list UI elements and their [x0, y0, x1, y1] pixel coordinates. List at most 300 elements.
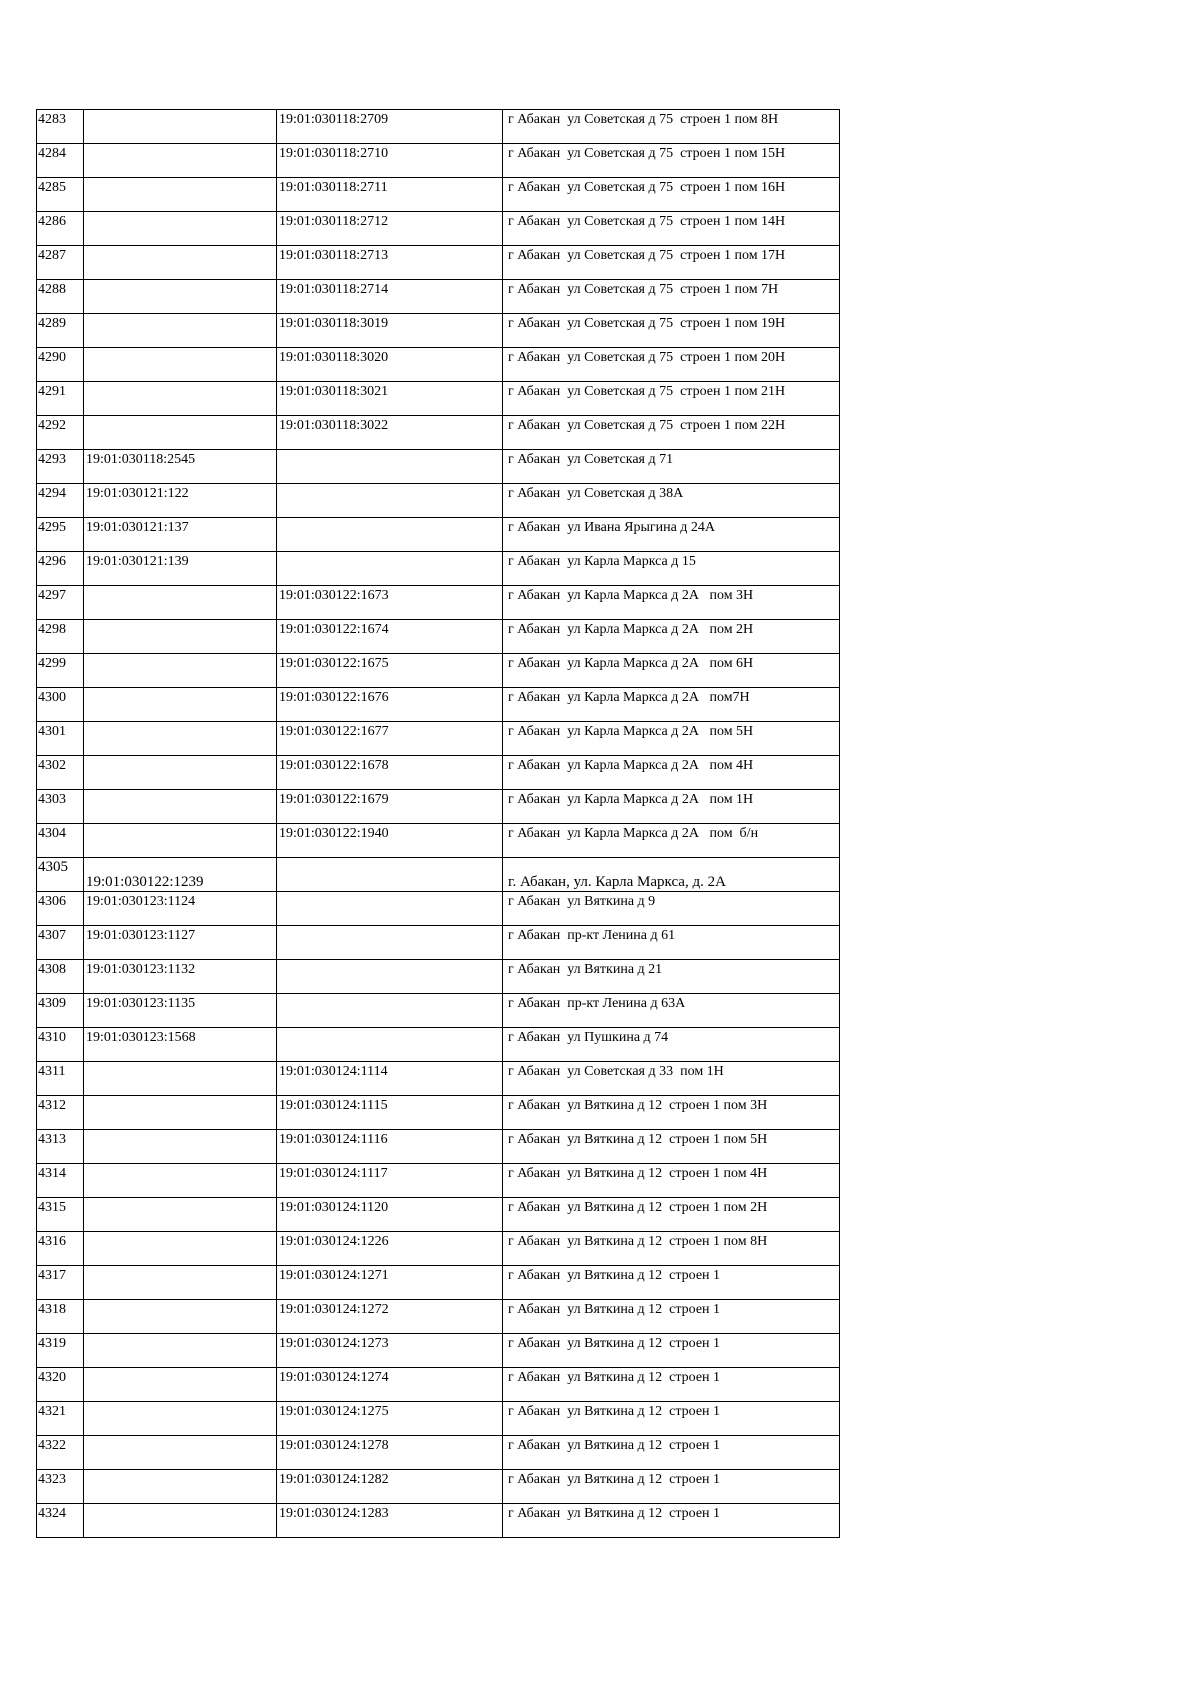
- address-cell: [503, 892, 840, 926]
- address-cell: [503, 1096, 840, 1130]
- row-number-text: 4290: [38, 350, 66, 365]
- address-text: г Абакан ул Карла Маркса д 2А пом 2Н: [508, 622, 754, 637]
- address-text: г Абакан ул Карла Маркса д 2А пом 6Н: [508, 656, 754, 671]
- cadastral-number-premises-text: 19:01:030118:2713: [279, 248, 389, 263]
- cadastral-number-premises-cell: [277, 722, 503, 756]
- address-cell: [503, 110, 840, 144]
- address-cell: [503, 246, 840, 280]
- address-text: г Абакан ул Ивана Ярыгина д 24А: [508, 520, 716, 535]
- cadastral-number-premises-cell: [277, 1164, 503, 1198]
- table-row: [37, 1368, 840, 1402]
- cadastral-number-land-text: 19:01:030123:1124: [86, 894, 196, 909]
- cadastral-number-premises-text: 19:01:030122:1679: [279, 792, 389, 807]
- cadastral-number-land-cell: [84, 552, 277, 586]
- address-text: г Абакан ул Карла Маркса д 2А пом 4Н: [508, 758, 754, 773]
- cadastral-number-premises-cell: [277, 1368, 503, 1402]
- cadastral-number-premises-cell: [277, 110, 503, 144]
- table-row: [37, 722, 840, 756]
- row-number-text: 4289: [38, 316, 66, 331]
- cadastral-number-premises-cell: [277, 144, 503, 178]
- address-text: г Абакан ул Советская д 33 пом 1Н: [508, 1064, 724, 1079]
- row-number-cell: [37, 654, 84, 688]
- cadastral-number-land-cell: [84, 1334, 277, 1368]
- table-row: [37, 892, 840, 926]
- address-text: г Абакан ул Вяткина д 12 строен 1: [508, 1302, 721, 1317]
- row-number-cell: [37, 926, 84, 960]
- cadastral-number-land-cell: [84, 518, 277, 552]
- cadastral-number-land-cell: [84, 1266, 277, 1300]
- row-number-text: 4286: [38, 214, 66, 229]
- cadastral-number-premises-cell: [277, 790, 503, 824]
- cadastral-number-premises-text: 19:01:030118:2711: [279, 180, 388, 195]
- address-text: г Абакан ул Карла Маркса д 15: [508, 554, 696, 569]
- cadastral-number-premises-cell: [277, 1130, 503, 1164]
- cadastral-number-land-cell: [84, 110, 277, 144]
- cadastral-number-land-cell: [84, 450, 277, 484]
- row-number-cell: [37, 960, 84, 994]
- row-number-text: 4307: [38, 928, 66, 943]
- cadastral-number-land-cell: [84, 892, 277, 926]
- cadastral-number-premises-cell: [277, 382, 503, 416]
- address-text: г Абакан ул Вяткина д 12 строен 1: [508, 1404, 721, 1419]
- table-row: [37, 1334, 840, 1368]
- address-cell: [503, 314, 840, 348]
- row-number-cell: [37, 1334, 84, 1368]
- row-number-cell: [37, 518, 84, 552]
- cadastral-number-premises-cell: [277, 1300, 503, 1334]
- row-number-text: 4310: [38, 1030, 66, 1045]
- cadastral-number-premises-text: 19:01:030118:2710: [279, 146, 389, 161]
- cadastral-number-land-text: 19:01:030123:1127: [86, 928, 196, 943]
- cadastral-number-land-cell: [84, 1198, 277, 1232]
- address-cell: [503, 1436, 840, 1470]
- row-number-cell: [37, 688, 84, 722]
- row-number-cell: [37, 416, 84, 450]
- cadastral-number-land-cell: [84, 1028, 277, 1062]
- table-row: [37, 586, 840, 620]
- address-cell: [503, 586, 840, 620]
- cadastral-number-premises-cell: [277, 484, 503, 518]
- row-number-cell: [37, 1368, 84, 1402]
- cadastral-number-premises-text: 19:01:030122:1674: [279, 622, 389, 637]
- row-number-cell: [37, 620, 84, 654]
- address-text: г Абакан ул Вяткина д 12 строен 1 пом 3Н: [508, 1098, 768, 1113]
- row-number-cell: [37, 1300, 84, 1334]
- cadastral-number-land-cell: [84, 1130, 277, 1164]
- row-number-text: 4317: [38, 1268, 66, 1283]
- table-row: [37, 654, 840, 688]
- cadastral-number-premises-cell: [277, 1504, 503, 1538]
- row-number-text: 4316: [38, 1234, 66, 1249]
- cadastral-number-premises-cell: [277, 416, 503, 450]
- row-number-text: 4305: [38, 859, 68, 875]
- table-row: [37, 1198, 840, 1232]
- cadastral-number-premises-text: 19:01:030124:1271: [279, 1268, 389, 1283]
- cadastral-number-premises-cell: [277, 212, 503, 246]
- cadastral-number-land-cell: [84, 994, 277, 1028]
- cadastral-number-premises-cell: [277, 552, 503, 586]
- cadastral-number-premises-text: 19:01:030124:1273: [279, 1336, 389, 1351]
- address-text: г Абакан ул Карла Маркса д 2А пом 5Н: [508, 724, 754, 739]
- address-cell: [503, 654, 840, 688]
- table-row: [37, 620, 840, 654]
- row-number-cell: [37, 790, 84, 824]
- cadastral-number-land-cell: [84, 960, 277, 994]
- cadastral-number-land-cell: [84, 1436, 277, 1470]
- cadastral-number-land-cell: [84, 246, 277, 280]
- table-row: [37, 824, 840, 858]
- address-cell: [503, 858, 840, 892]
- row-number-cell: [37, 178, 84, 212]
- cadastral-number-land-cell: [84, 1232, 277, 1266]
- cadastral-number-premises-text: 19:01:030118:2714: [279, 282, 389, 297]
- cadastral-number-premises-text: 19:01:030118:3020: [279, 350, 389, 365]
- cadastral-number-premises-cell: [277, 892, 503, 926]
- cadastral-number-premises-text: 19:01:030122:1940: [279, 826, 389, 841]
- table-row: [37, 688, 840, 722]
- cadastral-number-land-cell: [84, 654, 277, 688]
- table-row: [37, 1436, 840, 1470]
- row-number-cell: [37, 1266, 84, 1300]
- cadastral-number-premises-cell: [277, 450, 503, 484]
- address-text: г Абакан ул Вяткина д 12 строен 1: [508, 1268, 721, 1283]
- row-number-cell: [37, 314, 84, 348]
- address-text: г Абакан ул Советская д 75 строен 1 пом 8Н: [508, 112, 779, 127]
- table-row: [37, 1062, 840, 1096]
- table-row: [37, 1300, 840, 1334]
- table-row: [37, 246, 840, 280]
- row-number-cell: [37, 1164, 84, 1198]
- cadastral-number-land-cell: [84, 722, 277, 756]
- table-row: [37, 1266, 840, 1300]
- address-text: г Абакан ул Вяткина д 12 строен 1 пом 2Н: [508, 1200, 768, 1215]
- cadastral-number-premises-text: 19:01:030118:2709: [279, 112, 389, 127]
- table-row: [37, 1402, 840, 1436]
- address-cell: [503, 144, 840, 178]
- cadastral-number-land-text: 19:01:030121:139: [86, 554, 189, 569]
- cadastral-number-premises-cell: [277, 1470, 503, 1504]
- row-number-text: 4319: [38, 1336, 66, 1351]
- address-text: г Абакан ул Советская д 75 строен 1 пом 20Н: [508, 350, 786, 365]
- cadastral-number-premises-text: 19:01:030124:1114: [279, 1064, 388, 1079]
- row-number-text: 4321: [38, 1404, 66, 1419]
- address-text: г Абакан ул Советская д 75 строен 1 пом 7Н: [508, 282, 779, 297]
- address-cell: [503, 1062, 840, 1096]
- address-text: г Абакан ул Карла Маркса д 2А пом 3Н: [508, 588, 754, 603]
- table-row: [37, 994, 840, 1028]
- cadastral-number-premises-text: 19:01:030118:3022: [279, 418, 389, 433]
- row-number-cell: [37, 892, 84, 926]
- row-number-text: 4300: [38, 690, 66, 705]
- address-text: г Абакан ул Советская д 75 строен 1 пом 17Н: [508, 248, 786, 263]
- address-text: г. Абакан, ул. Карла Маркса, д. 2А: [508, 874, 726, 890]
- cadastral-number-land-text: 19:01:030121:137: [86, 520, 189, 535]
- address-cell: [503, 926, 840, 960]
- row-number-text: 4318: [38, 1302, 66, 1317]
- row-number-cell: [37, 1096, 84, 1130]
- cadastral-number-premises-cell: [277, 688, 503, 722]
- cadastral-number-land-cell: [84, 416, 277, 450]
- address-cell: [503, 1470, 840, 1504]
- row-number-text: 4301: [38, 724, 66, 739]
- address-cell: [503, 722, 840, 756]
- cadastral-number-premises-text: 19:01:030124:1116: [279, 1132, 388, 1147]
- cadastral-number-land-text: 19:01:030123:1132: [86, 962, 196, 977]
- row-number-text: 4311: [38, 1064, 66, 1079]
- property-table-body: [37, 110, 840, 1538]
- table-row: [37, 790, 840, 824]
- row-number-text: 4287: [38, 248, 66, 263]
- row-number-cell: [37, 722, 84, 756]
- address-cell: [503, 756, 840, 790]
- address-text: г Абакан ул Советская д 75 строен 1 пом 22Н: [508, 418, 786, 433]
- address-text: г Абакан ул Вяткина д 12 строен 1: [508, 1336, 721, 1351]
- cadastral-number-land-text: 19:01:030122:1239: [86, 874, 204, 890]
- row-number-cell: [37, 756, 84, 790]
- cadastral-number-premises-cell: [277, 1028, 503, 1062]
- row-number-cell: [37, 858, 84, 892]
- address-text: г Абакан ул Вяткина д 12 строен 1: [508, 1370, 721, 1385]
- row-number-cell: [37, 824, 84, 858]
- row-number-text: 4304: [38, 826, 66, 841]
- row-number-cell: [37, 552, 84, 586]
- row-number-cell: [37, 280, 84, 314]
- address-cell: [503, 382, 840, 416]
- address-text: г Абакан пр-кт Ленина д 63А: [508, 996, 686, 1011]
- address-text: г Абакан ул Вяткина д 12 строен 1: [508, 1438, 721, 1453]
- table-row: [37, 960, 840, 994]
- address-text: г Абакан ул Советская д 71: [508, 452, 674, 467]
- table-row: [37, 1130, 840, 1164]
- row-number-cell: [37, 1028, 84, 1062]
- address-cell: [503, 552, 840, 586]
- address-text: г Абакан ул Вяткина д 12 строен 1: [508, 1506, 721, 1521]
- address-cell: [503, 620, 840, 654]
- cadastral-number-premises-text: 19:01:030122:1676: [279, 690, 389, 705]
- address-text: г Абакан ул Вяткина д 12 строен 1 пом 8Н: [508, 1234, 768, 1249]
- address-cell: [503, 280, 840, 314]
- cadastral-number-premises-cell: [277, 1402, 503, 1436]
- row-number-text: 4309: [38, 996, 66, 1011]
- row-number-text: 4297: [38, 588, 66, 603]
- cadastral-number-land-cell: [84, 280, 277, 314]
- cadastral-number-premises-text: 19:01:030124:1275: [279, 1404, 389, 1419]
- row-number-cell: [37, 1504, 84, 1538]
- table-row: [37, 1504, 840, 1538]
- cadastral-number-land-cell: [84, 620, 277, 654]
- row-number-cell: [37, 1436, 84, 1470]
- cadastral-number-premises-cell: [277, 756, 503, 790]
- row-number-text: 4320: [38, 1370, 66, 1385]
- row-number-text: 4312: [38, 1098, 66, 1113]
- address-cell: [503, 1028, 840, 1062]
- cadastral-number-premises-text: 19:01:030124:1117: [279, 1166, 388, 1181]
- address-cell: [503, 518, 840, 552]
- cadastral-number-premises-text: 19:01:030122:1678: [279, 758, 389, 773]
- address-cell: [503, 212, 840, 246]
- address-text: г Абакан ул Вяткина д 12 строен 1: [508, 1472, 721, 1487]
- cadastral-number-land-cell: [84, 348, 277, 382]
- row-number-text: 4308: [38, 962, 66, 977]
- table-row: [37, 212, 840, 246]
- cadastral-number-land-cell: [84, 858, 277, 892]
- address-text: г Абакан ул Карла Маркса д 2А пом 1Н: [508, 792, 754, 807]
- cadastral-number-premises-cell: [277, 1062, 503, 1096]
- row-number-text: 4298: [38, 622, 66, 637]
- table-row: [37, 552, 840, 586]
- address-text: г Абакан ул Советская д 75 строен 1 пом 16Н: [508, 180, 786, 195]
- table-row: [37, 926, 840, 960]
- table-row: [37, 416, 840, 450]
- row-number-text: 4288: [38, 282, 66, 297]
- table-row: [37, 450, 840, 484]
- address-text: г Абакан ул Советская д 75 строен 1 пом 14Н: [508, 214, 786, 229]
- row-number-cell: [37, 586, 84, 620]
- cadastral-number-premises-cell: [277, 246, 503, 280]
- address-cell: [503, 824, 840, 858]
- address-cell: [503, 178, 840, 212]
- row-number-text: 4296: [38, 554, 66, 569]
- row-number-text: 4299: [38, 656, 66, 671]
- row-number-cell: [37, 212, 84, 246]
- table-row: [37, 484, 840, 518]
- address-cell: [503, 1334, 840, 1368]
- cadastral-number-premises-cell: [277, 1096, 503, 1130]
- cadastral-number-premises-text: 19:01:030122:1673: [279, 588, 389, 603]
- address-cell: [503, 348, 840, 382]
- address-text: г Абакан ул Советская д 38А: [508, 486, 684, 501]
- cadastral-number-premises-cell: [277, 960, 503, 994]
- table-row: [37, 314, 840, 348]
- row-number-text: 4323: [38, 1472, 66, 1487]
- address-text: г Абакан ул Вяткина д 9: [508, 894, 656, 909]
- row-number-cell: [37, 382, 84, 416]
- address-cell: [503, 1266, 840, 1300]
- row-number-cell: [37, 1470, 84, 1504]
- cadastral-number-land-cell: [84, 1300, 277, 1334]
- address-text: г Абакан ул Вяткина д 12 строен 1 пом 5Н: [508, 1132, 768, 1147]
- row-number-text: 4285: [38, 180, 66, 195]
- row-number-text: 4294: [38, 486, 66, 501]
- row-number-text: 4292: [38, 418, 66, 433]
- address-text: г Абакан ул Советская д 75 строен 1 пом 15Н: [508, 146, 786, 161]
- cadastral-number-premises-text: 19:01:030124:1278: [279, 1438, 389, 1453]
- table-row: [37, 280, 840, 314]
- row-number-text: 4284: [38, 146, 66, 161]
- row-number-cell: [37, 110, 84, 144]
- row-number-cell: [37, 246, 84, 280]
- address-cell: [503, 994, 840, 1028]
- cadastral-number-premises-cell: [277, 1198, 503, 1232]
- address-cell: [503, 484, 840, 518]
- table-row: [37, 178, 840, 212]
- cadastral-number-premises-cell: [277, 586, 503, 620]
- row-number-cell: [37, 348, 84, 382]
- row-number-cell: [37, 994, 84, 1028]
- table-row: [37, 110, 840, 144]
- row-number-text: 4293: [38, 452, 66, 467]
- table-row: [37, 1028, 840, 1062]
- cadastral-number-premises-text: 19:01:030118:3019: [279, 316, 389, 331]
- cadastral-number-land-cell: [84, 178, 277, 212]
- cadastral-number-land-cell: [84, 586, 277, 620]
- cadastral-number-land-text: 19:01:030123:1135: [86, 996, 196, 1011]
- row-number-text: 4322: [38, 1438, 66, 1453]
- row-number-text: 4303: [38, 792, 66, 807]
- row-number-text: 4306: [38, 894, 66, 909]
- cadastral-number-premises-text: 19:01:030122:1677: [279, 724, 389, 739]
- cadastral-number-land-cell: [84, 1164, 277, 1198]
- cadastral-number-land-cell: [84, 790, 277, 824]
- cadastral-number-land-cell: [84, 212, 277, 246]
- address-text: г Абакан ул Вяткина д 12 строен 1 пом 4Н: [508, 1166, 768, 1181]
- table-row: [37, 756, 840, 790]
- property-table: [36, 109, 840, 1538]
- cadastral-number-land-text: 19:01:030123:1568: [86, 1030, 196, 1045]
- cadastral-number-premises-cell: [277, 1334, 503, 1368]
- address-text: г Абакан ул Карла Маркса д 2А пом б/н: [508, 826, 759, 841]
- cadastral-number-land-cell: [84, 824, 277, 858]
- cadastral-number-land-cell: [84, 382, 277, 416]
- address-cell: [503, 1198, 840, 1232]
- cadastral-number-premises-cell: [277, 620, 503, 654]
- cadastral-number-land-cell: [84, 484, 277, 518]
- row-number-cell: [37, 484, 84, 518]
- address-text: г Абакан ул Советская д 75 строен 1 пом 21Н: [508, 384, 786, 399]
- cadastral-number-premises-text: 19:01:030124:1226: [279, 1234, 389, 1249]
- row-number-text: 4315: [38, 1200, 66, 1215]
- table-row: [37, 1470, 840, 1504]
- cadastral-number-premises-text: 19:01:030124:1272: [279, 1302, 389, 1317]
- cadastral-number-premises-cell: [277, 926, 503, 960]
- cadastral-number-premises-cell: [277, 280, 503, 314]
- address-cell: [503, 450, 840, 484]
- address-cell: [503, 1130, 840, 1164]
- cadastral-number-premises-text: 19:01:030124:1283: [279, 1506, 389, 1521]
- address-cell: [503, 416, 840, 450]
- cadastral-number-premises-cell: [277, 1266, 503, 1300]
- row-number-text: 4313: [38, 1132, 66, 1147]
- cadastral-number-premises-text: 19:01:030124:1274: [279, 1370, 389, 1385]
- cadastral-number-land-cell: [84, 688, 277, 722]
- cadastral-number-premises-text: 19:01:030124:1120: [279, 1200, 389, 1215]
- cadastral-number-premises-text: 19:01:030124:1282: [279, 1472, 389, 1487]
- cadastral-number-premises-cell: [277, 314, 503, 348]
- cadastral-number-premises-text: 19:01:030122:1675: [279, 656, 389, 671]
- address-text: г Абакан ул Вяткина д 21: [508, 962, 663, 977]
- address-cell: [503, 1504, 840, 1538]
- address-text: г Абакан ул Советская д 75 строен 1 пом 19Н: [508, 316, 786, 331]
- row-number-cell: [37, 1062, 84, 1096]
- cadastral-number-premises-text: 19:01:030118:3021: [279, 384, 389, 399]
- row-number-text: 4324: [38, 1506, 66, 1521]
- row-number-cell: [37, 1402, 84, 1436]
- cadastral-number-land-cell: [84, 1504, 277, 1538]
- table-row: [37, 382, 840, 416]
- cadastral-number-land-cell: [84, 756, 277, 790]
- cadastral-number-land-cell: [84, 1062, 277, 1096]
- row-number-cell: [37, 1232, 84, 1266]
- row-number-cell: [37, 144, 84, 178]
- row-number-text: 4314: [38, 1166, 66, 1181]
- row-number-text: 4291: [38, 384, 66, 399]
- table-row: [37, 518, 840, 552]
- address-cell: [503, 1368, 840, 1402]
- cadastral-number-premises-cell: [277, 824, 503, 858]
- table-row: [37, 1164, 840, 1198]
- cadastral-number-premises-cell: [277, 858, 503, 892]
- cadastral-number-land-text: 19:01:030121:122: [86, 486, 189, 501]
